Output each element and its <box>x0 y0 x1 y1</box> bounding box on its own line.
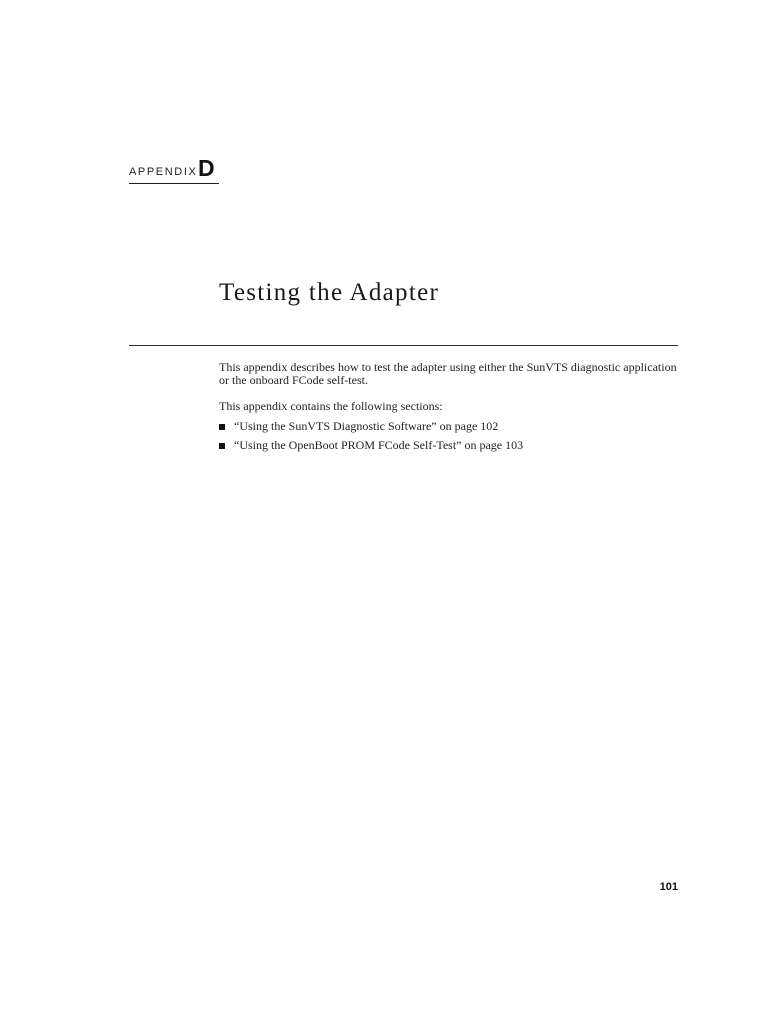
intro-paragraph: This appendix describes how to test the adapter using either the SunVTS diagnostic application or the onboard FCode self-test. <box>219 360 677 387</box>
appendix-heading <box>129 155 219 184</box>
section-link-openboot[interactable]: “Using the OpenBoot PROM FCode Self-Test” on page 103 <box>234 438 524 452</box>
section-list <box>219 420 523 458</box>
appendix-label: APPENDIX <box>129 166 198 178</box>
page-number: 101 <box>659 881 678 893</box>
appendix-letter: D <box>198 155 215 181</box>
bullet-square-icon <box>219 424 225 430</box>
title-divider <box>129 345 678 346</box>
chapter-title: Testing the Adapter <box>219 279 440 306</box>
section-link-sunvts[interactable]: “Using the SunVTS Diagnostic Software” on page 102 <box>234 419 499 433</box>
sections-intro: This appendix contains the following sections: <box>219 399 443 413</box>
bullet-square-icon <box>219 443 225 449</box>
section-list-item[interactable] <box>219 420 523 439</box>
section-list-item[interactable] <box>219 439 523 458</box>
